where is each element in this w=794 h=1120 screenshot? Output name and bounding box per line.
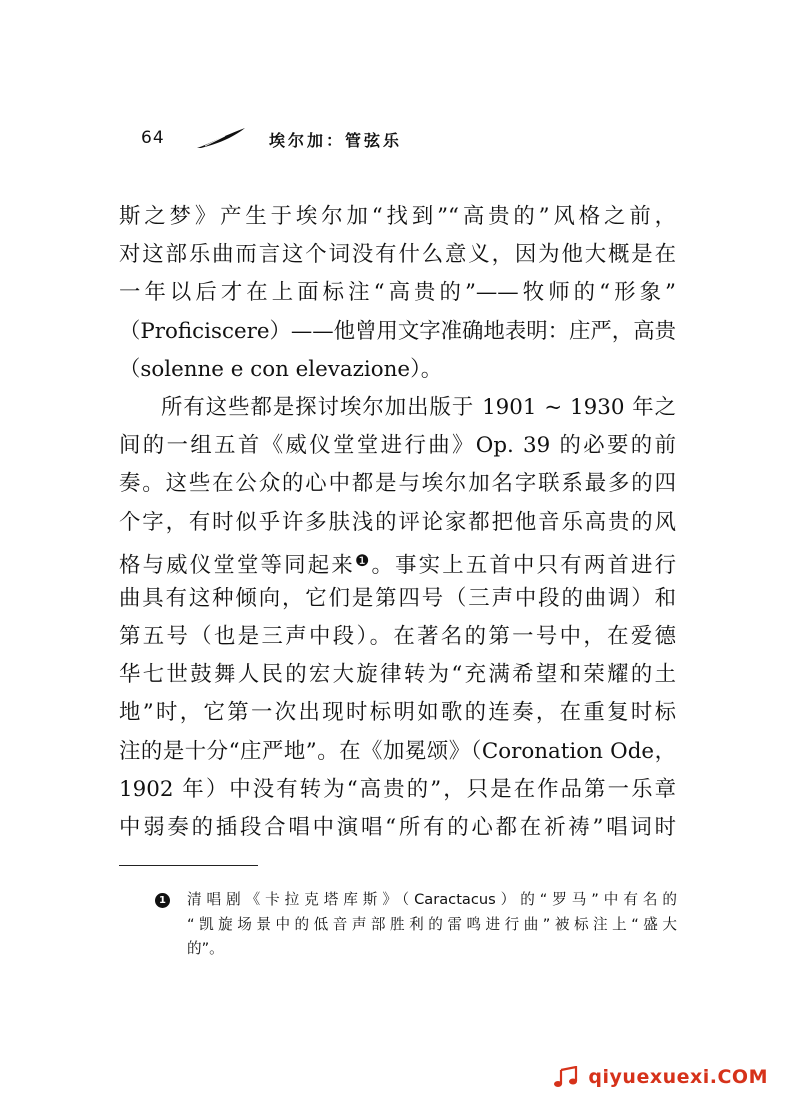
text-line: 中弱奏的插段合唱中演唱“所有的心都在祈祷”唱词时 <box>119 815 676 840</box>
footnote-divider <box>119 865 258 866</box>
text-line: （solenne e con elevazione）。 <box>119 356 443 382</box>
text-line: 注的是十分“庄严地”。在《加冕颂》（Coronation Ode， <box>119 738 676 764</box>
text-line: 奏。这些在公众的心中都是与埃尔加名字联系最多的四 <box>119 471 676 497</box>
text-line: 曲具有这种倾向，它们是第四号（三声中段的曲调）和 <box>119 585 676 611</box>
text-line: 斯之梦》产生于埃尔加“找到”“高贵的”风格之前， <box>119 204 676 229</box>
text-line: 一年以后才在上面标注“高贵的”——牧师的“形象” <box>119 280 676 306</box>
text-line: 地”时，它第一次出现时标明如歌的连奏，在重复时标 <box>119 700 676 726</box>
text-line: 所有这些都是探讨埃尔加出版于 1901 ~ 1930 年之 <box>161 394 676 420</box>
page-number: 64 <box>141 128 165 148</box>
footnote-reference[interactable]: ❶ <box>354 550 372 570</box>
text-segment: 格与威仪堂堂等同起来 <box>119 552 355 578</box>
page-header <box>141 124 461 158</box>
footnote-text <box>187 888 677 962</box>
text-line: （Proficiscere）——他曾用文字准确地表明：庄严，高贵 <box>119 318 676 344</box>
body-text <box>119 198 676 847</box>
footnote-line: 的”。 <box>187 940 224 957</box>
music-note-logo-icon <box>552 1066 582 1088</box>
text-line: 华七世鼓舞人民的宏大旋律转为“充满希望和荣耀的土 <box>119 662 676 688</box>
text-line: 对这部乐曲而言这个词没有什么意义，因为他大概是在 <box>119 242 676 268</box>
text-segment: 。事实上五首中只有两首进行 <box>371 552 676 578</box>
running-title: 埃尔加：管弦乐 <box>269 131 403 150</box>
footnote-line: “凯旋场景中的低音声部胜利的雷鸣进行曲”被标注上“盛大 <box>187 915 677 933</box>
text-line: 第五号（也是三声中段）。在著名的第一号中，在爱德 <box>119 624 676 650</box>
text-line: 个字，有时似乎许多肤浅的评论家都把他音乐高贵的风 <box>119 509 676 535</box>
quill-pen-icon <box>195 126 247 150</box>
text-line: 间的一组五首《威仪堂堂进行曲》Op. 39 的必要的前 <box>119 433 676 459</box>
site-watermark <box>552 1066 768 1088</box>
text-line: 1902 年）中没有转为“高贵的”，只是在作品第一乐章 <box>119 776 676 802</box>
footnote-marker: 1 <box>155 893 170 908</box>
text-line-with-note <box>119 542 676 580</box>
watermark-text: qiyuexuexi.COM <box>588 1066 768 1088</box>
footnote-line: 清唱剧《卡拉克塔库斯》（Caractacus）的“罗马”中有名的 <box>187 891 677 908</box>
